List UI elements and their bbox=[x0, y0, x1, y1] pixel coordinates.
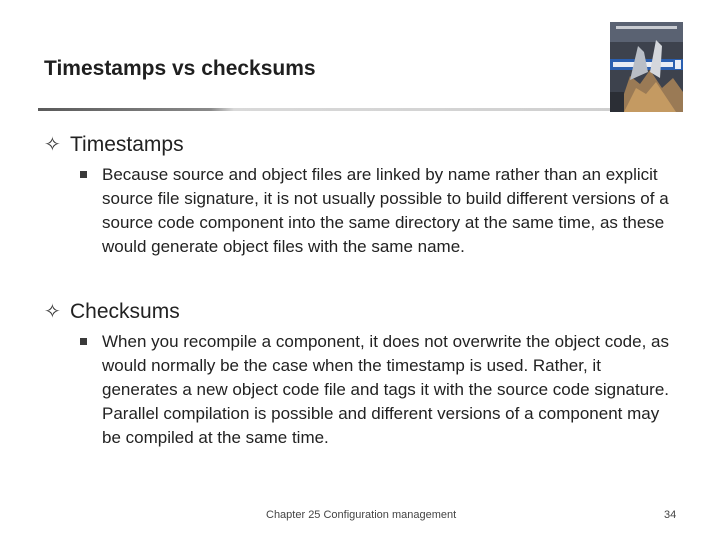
diamond-bullet-icon: ✧ bbox=[44, 134, 61, 156]
footer-chapter: Chapter 25 Configuration management bbox=[266, 509, 457, 521]
bullet-body: When you recompile a component, it does not overwrite the object code, as would normally be the case when the timestamp is used. Rather, it generates a new object code file and tags it with the source code signature. Parallel compilation is possible and different versions of a component may be compiled at the same time. bbox=[102, 332, 670, 447]
bullet-checksums bbox=[44, 299, 678, 450]
slide-title: Timestamps vs checksums bbox=[44, 57, 316, 80]
diamond-bullet-icon: ✧ bbox=[44, 301, 61, 323]
book-cover-image bbox=[610, 22, 683, 112]
page-number: 34 bbox=[664, 509, 677, 521]
bullet-timestamps bbox=[44, 132, 678, 259]
square-bullet-icon bbox=[68, 163, 102, 259]
square-bullet-icon bbox=[68, 330, 102, 450]
book-cover-illustration bbox=[610, 22, 683, 112]
bullet-heading: Checksums bbox=[70, 300, 180, 323]
bullet-body: Because source and object files are linked by name rather than an explicit source file signature, it is not usually possible to build different versions of a source code component into the same directory at the same time, as these would generate object files with the same name. bbox=[102, 165, 669, 256]
bullet-heading: Timestamps bbox=[70, 133, 184, 156]
title-divider bbox=[38, 108, 614, 111]
